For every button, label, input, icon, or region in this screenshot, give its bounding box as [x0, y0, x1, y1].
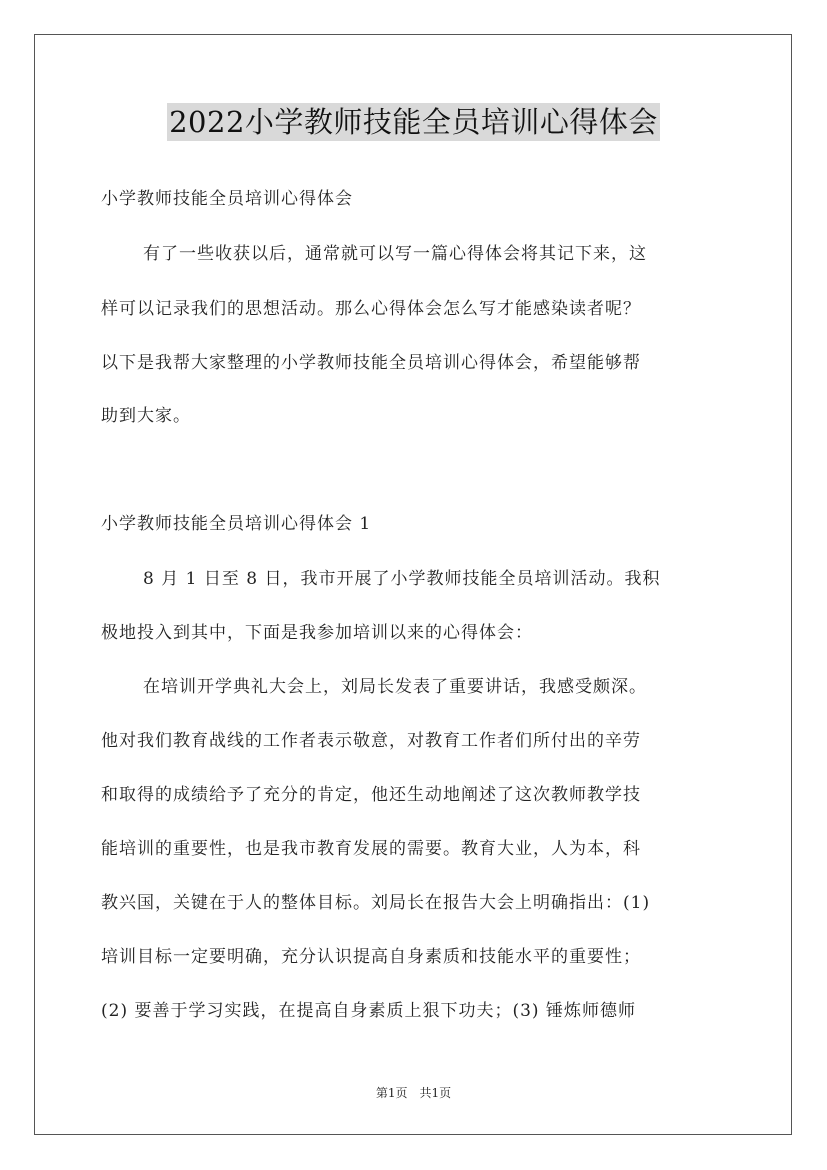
intro-line-2: 样可以记录我们的思想活动。那么心得体会怎么写才能感染读者呢？	[101, 299, 641, 319]
section-heading: 小学教师技能全员培训心得体会 1	[101, 514, 372, 534]
title-container	[0, 103, 827, 141]
intro-line-4: 助到大家。	[101, 406, 191, 426]
intro-line-3: 以下是我帮大家整理的小学教师技能全员培训心得体会，希望能够帮	[101, 353, 641, 373]
paragraph2-line-6: 培训目标一定要明确，充分认识提高自身素质和技能水平的重要性；	[101, 947, 641, 967]
page-footer: 第1页 共1页	[375, 1086, 452, 1100]
paragraph2-line-7: (2) 要善于学习实践，在提高自身素质上狠下功夫；(3) 锤炼师德师	[101, 1001, 636, 1021]
document-title: 2022小学教师技能全员培训心得体会	[169, 105, 658, 139]
paragraph2-line-1: 在培训开学典礼大会上，刘局长发表了重要讲话，我感受颇深。	[143, 677, 647, 697]
document-subtitle: 小学教师技能全员培训心得体会	[101, 189, 353, 209]
paragraph2-line-4: 能培训的重要性，也是我市教育发展的需要。教育大业，人为本，科	[101, 839, 641, 859]
paragraph2-line-5: 教兴国，关键在于人的整体目标。刘局长在报告大会上明确指出：(1)	[101, 893, 651, 913]
paragraph1-line-2: 极地投入到其中，下面是我参加培训以来的心得体会：	[101, 623, 533, 643]
paragraph2-line-2: 他对我们教育战线的工作者表示敬意，对教育工作者们所付出的辛劳	[101, 731, 641, 751]
intro-line-1: 有了一些收获以后，通常就可以写一篇心得体会将其记下来，这	[143, 244, 647, 264]
paragraph2-line-3: 和取得的成绩给予了充分的肯定，他还生动地阐述了这次教师教学技	[101, 785, 641, 805]
paragraph1-line-1: 8 月 1 日至 8 日，我市开展了小学教师技能全员培训活动。我积	[143, 569, 661, 589]
